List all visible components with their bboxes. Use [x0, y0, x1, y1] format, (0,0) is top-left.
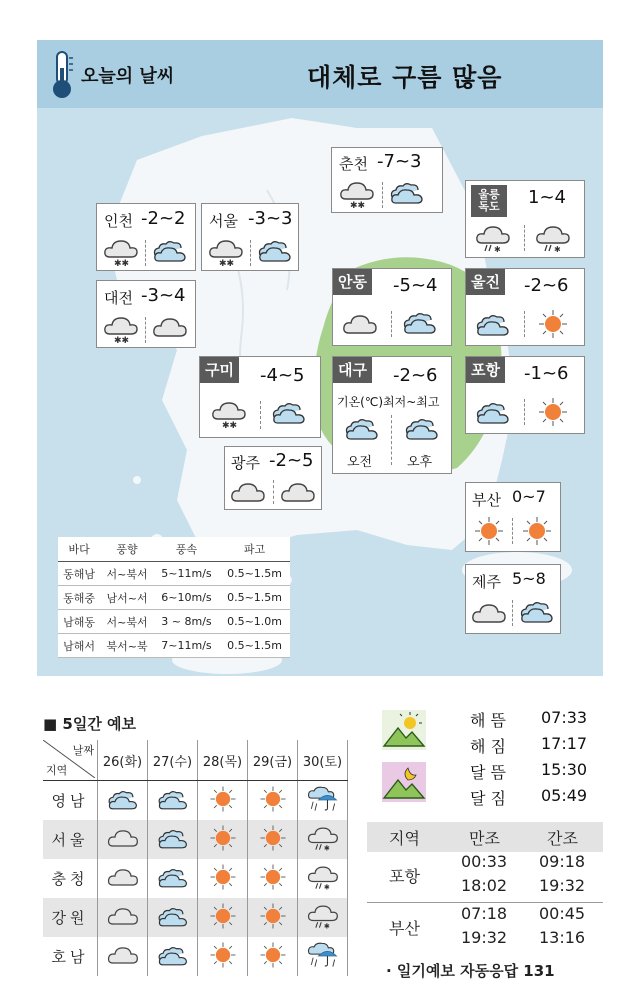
table-row — [43, 859, 348, 898]
table-row — [58, 634, 290, 658]
divider — [260, 401, 261, 429]
region-name: 서울 — [43, 820, 98, 859]
sleet-icon — [306, 824, 340, 852]
divider — [512, 518, 513, 544]
partly-cloudy-icon — [343, 413, 381, 443]
snow-icon — [338, 179, 376, 209]
partly-cloudy-icon — [474, 309, 512, 339]
city-name: 울진 — [466, 269, 505, 295]
tide-header-high: 만조 — [469, 829, 500, 848]
partly-cloudy-icon — [151, 235, 189, 265]
city-temp: -3~4 — [141, 285, 186, 306]
partly-cloudy-icon — [388, 177, 426, 207]
divider — [145, 240, 146, 266]
wave-height: 0.5~1.5m — [219, 634, 290, 658]
cloudy-icon — [106, 902, 140, 930]
sleet-icon — [306, 902, 340, 930]
city-card-ulleung — [465, 180, 585, 258]
corner-bottom-label: 지역 — [46, 764, 68, 777]
partly-cloudy-icon — [403, 413, 441, 443]
sea-area: 동해중 — [58, 586, 100, 610]
rain-umbrella-icon — [306, 785, 340, 813]
wave-height: 0.5~1.5m — [219, 586, 290, 610]
sunset-label: 해 짐 — [470, 737, 506, 756]
partly-cloudy-icon — [156, 902, 190, 930]
wind-direction: 북서~북 — [100, 634, 154, 658]
wind-speed: 6~10m/s — [154, 586, 219, 610]
sunrise-label: 해 뜸 — [470, 711, 506, 730]
wind-direction: 남서~서 — [100, 586, 154, 610]
wind-direction: 서~북서 — [100, 610, 154, 634]
forecast-title: ■ 5일간 예보 — [43, 715, 137, 733]
city-name: 안동 — [333, 269, 372, 295]
city-name: 포항 — [466, 357, 505, 383]
sunny-icon — [470, 516, 508, 546]
cloudy-icon — [106, 863, 140, 891]
low-tide-time: 13:16 — [539, 928, 586, 947]
wind-speed: 5~11m/s — [154, 562, 219, 586]
high-tide-time: 19:32 — [461, 928, 508, 947]
sea-area: 남해동 — [58, 610, 100, 634]
cloudy-icon — [341, 309, 379, 339]
sleet-icon — [306, 863, 340, 891]
am-label: 오전 — [347, 455, 373, 470]
region-name: 강원 — [43, 898, 98, 937]
tide-header — [367, 822, 603, 852]
sunny-icon — [518, 516, 556, 546]
partly-cloudy-icon — [256, 235, 294, 265]
rain-umbrella-icon — [306, 941, 340, 969]
high-tide-time: 07:18 — [461, 904, 508, 923]
cloudy-icon — [106, 824, 140, 852]
temp-legend-label: 기온(℃)최저~최고 — [337, 395, 440, 409]
cloudy-icon — [151, 312, 189, 342]
snow-icon — [207, 237, 245, 267]
snow-icon — [102, 237, 140, 267]
moonset-label: 달 짐 — [470, 789, 506, 808]
sunny-icon — [256, 902, 290, 930]
sunny-icon — [256, 785, 290, 813]
city-temp: -3~3 — [248, 208, 293, 229]
moonset-time: 05:49 — [541, 786, 588, 805]
table-row — [58, 562, 290, 586]
high-tide-time: 18:02 — [461, 876, 508, 895]
header-label: 오늘의 날씨 — [81, 66, 175, 87]
partly-cloudy-icon — [106, 785, 140, 813]
table-row — [43, 898, 348, 937]
city-card-gwangju — [224, 446, 322, 510]
divider — [145, 317, 146, 343]
city-temp: -2~2 — [141, 208, 186, 229]
city-temp: -5~4 — [393, 275, 438, 296]
city-temp: 1~4 — [528, 187, 566, 208]
partly-cloudy-icon — [156, 863, 190, 891]
cloudy-icon — [229, 477, 267, 507]
sunny-icon — [256, 824, 290, 852]
wind-direction: 서~북서 — [100, 562, 154, 586]
snow-icon — [102, 314, 140, 344]
sleet-icon — [534, 223, 572, 253]
table-row — [58, 586, 290, 610]
sea-header: 파고 — [219, 537, 290, 562]
sunny-icon — [256, 941, 290, 969]
tide-region: 포항 — [389, 867, 420, 886]
tide-region: 부산 — [389, 919, 420, 938]
divider — [382, 182, 383, 208]
city-card-pohang — [465, 356, 585, 434]
region-name: 영남 — [43, 781, 98, 821]
corner-top-label: 날짜 — [72, 744, 94, 757]
partly-cloudy-icon — [156, 824, 190, 852]
divider — [391, 415, 392, 465]
cloudy-icon — [470, 598, 508, 628]
city-card-seoul — [201, 203, 299, 271]
partly-cloudy-icon — [156, 785, 190, 813]
day-header: 29(금) — [248, 740, 298, 781]
city-temp: -1~6 — [524, 363, 569, 384]
day-header: 26(화) — [98, 740, 148, 781]
cloudy-icon — [106, 941, 140, 969]
sunny-icon — [206, 863, 240, 891]
city-name: 대전 — [104, 289, 133, 307]
region-name: 충청 — [43, 859, 98, 898]
table-row — [58, 610, 290, 634]
snow-icon — [210, 399, 248, 429]
day-header: 30(토) — [298, 740, 348, 781]
hotline-footer: · 일기예보 자동응답 131 — [386, 962, 555, 980]
city-card-daejeon — [96, 280, 196, 348]
sunset-time: 17:17 — [541, 734, 588, 753]
pm-label: 오후 — [407, 455, 433, 470]
table-row — [43, 937, 348, 976]
sea-header: 풍향 — [100, 537, 154, 562]
city-name: 울릉 독도 — [471, 185, 507, 217]
divider — [273, 480, 274, 504]
sleet-icon — [474, 223, 512, 253]
city-card-chuncheon — [331, 147, 443, 213]
cloudy-icon — [279, 477, 317, 507]
moonrise-label: 달 뜸 — [470, 763, 506, 782]
sea-area: 동해남 — [58, 562, 100, 586]
city-temp: -4~5 — [260, 365, 305, 386]
wind-speed: 3 ~ 8m/s — [154, 610, 219, 634]
city-temp: -2~6 — [393, 365, 438, 386]
city-name: 부산 — [472, 491, 501, 509]
sunny-icon — [206, 941, 240, 969]
city-card-andong — [332, 268, 452, 346]
sky-condition: 대체로 구름 많음 — [307, 63, 503, 92]
city-card-incheon — [96, 203, 196, 271]
partly-cloudy-icon — [270, 397, 308, 427]
partly-cloudy-icon — [401, 307, 439, 337]
divider — [250, 240, 251, 266]
sunny-icon — [206, 785, 240, 813]
city-card-busan — [465, 482, 561, 552]
city-card-uljin — [465, 268, 585, 346]
city-temp: -2~6 — [524, 275, 569, 296]
divider — [391, 311, 392, 337]
table-row — [43, 820, 348, 859]
divider — [524, 399, 525, 425]
sunny-icon — [206, 824, 240, 852]
corner-cell — [43, 740, 98, 781]
low-tide-time: 19:32 — [539, 876, 586, 895]
city-name: 구미 — [200, 357, 239, 383]
tide-header-region: 지역 — [389, 829, 420, 848]
wave-height: 0.5~1.5m — [219, 562, 290, 586]
tide-divider — [367, 902, 603, 903]
city-temp: -7~3 — [377, 151, 422, 172]
partly-cloudy-icon — [518, 596, 556, 626]
city-name: 인천 — [104, 212, 133, 230]
table-row — [43, 781, 348, 821]
moonrise-time: 15:30 — [541, 760, 588, 779]
island — [133, 476, 141, 484]
city-temp: 5~8 — [512, 569, 546, 588]
city-name: 서울 — [209, 212, 238, 230]
tide-header-low: 간조 — [547, 829, 578, 848]
sunny-icon — [534, 397, 572, 427]
wave-height: 0.5~1.0m — [219, 610, 290, 634]
day-header: 28(목) — [198, 740, 248, 781]
city-card-gumi — [199, 356, 321, 438]
city-card-jeju — [465, 564, 561, 634]
divider — [512, 600, 513, 626]
city-name: 대구 — [333, 357, 372, 383]
city-card-daegu — [332, 356, 452, 474]
moonrise-mountain-icon — [382, 762, 426, 802]
divider — [524, 311, 525, 337]
high-tide-time: 00:33 — [461, 852, 508, 871]
sunny-icon — [206, 902, 240, 930]
sea-header: 풍속 — [154, 537, 219, 562]
sunny-icon — [534, 309, 572, 339]
city-temp: 0~7 — [512, 487, 546, 506]
wind-speed: 7~11m/s — [154, 634, 219, 658]
low-tide-time: 09:18 — [539, 852, 586, 871]
city-name: 광주 — [231, 454, 260, 472]
region-name: 호남 — [43, 937, 98, 976]
forecast-table — [43, 740, 348, 976]
low-tide-time: 00:45 — [539, 904, 586, 923]
sea-area: 남해서 — [58, 634, 100, 658]
city-name: 제주 — [472, 573, 501, 591]
divider — [524, 225, 525, 251]
partly-cloudy-icon — [474, 397, 512, 427]
partly-cloudy-icon — [156, 941, 190, 969]
sea-conditions-table — [58, 537, 290, 658]
sunrise-mountain-icon — [382, 710, 426, 750]
sunrise-time: 07:33 — [541, 708, 588, 727]
city-name: 춘천 — [339, 155, 368, 173]
sunny-icon — [256, 863, 290, 891]
sea-header: 바다 — [58, 537, 100, 562]
day-header: 27(수) — [148, 740, 198, 781]
city-temp: -2~5 — [269, 450, 314, 471]
